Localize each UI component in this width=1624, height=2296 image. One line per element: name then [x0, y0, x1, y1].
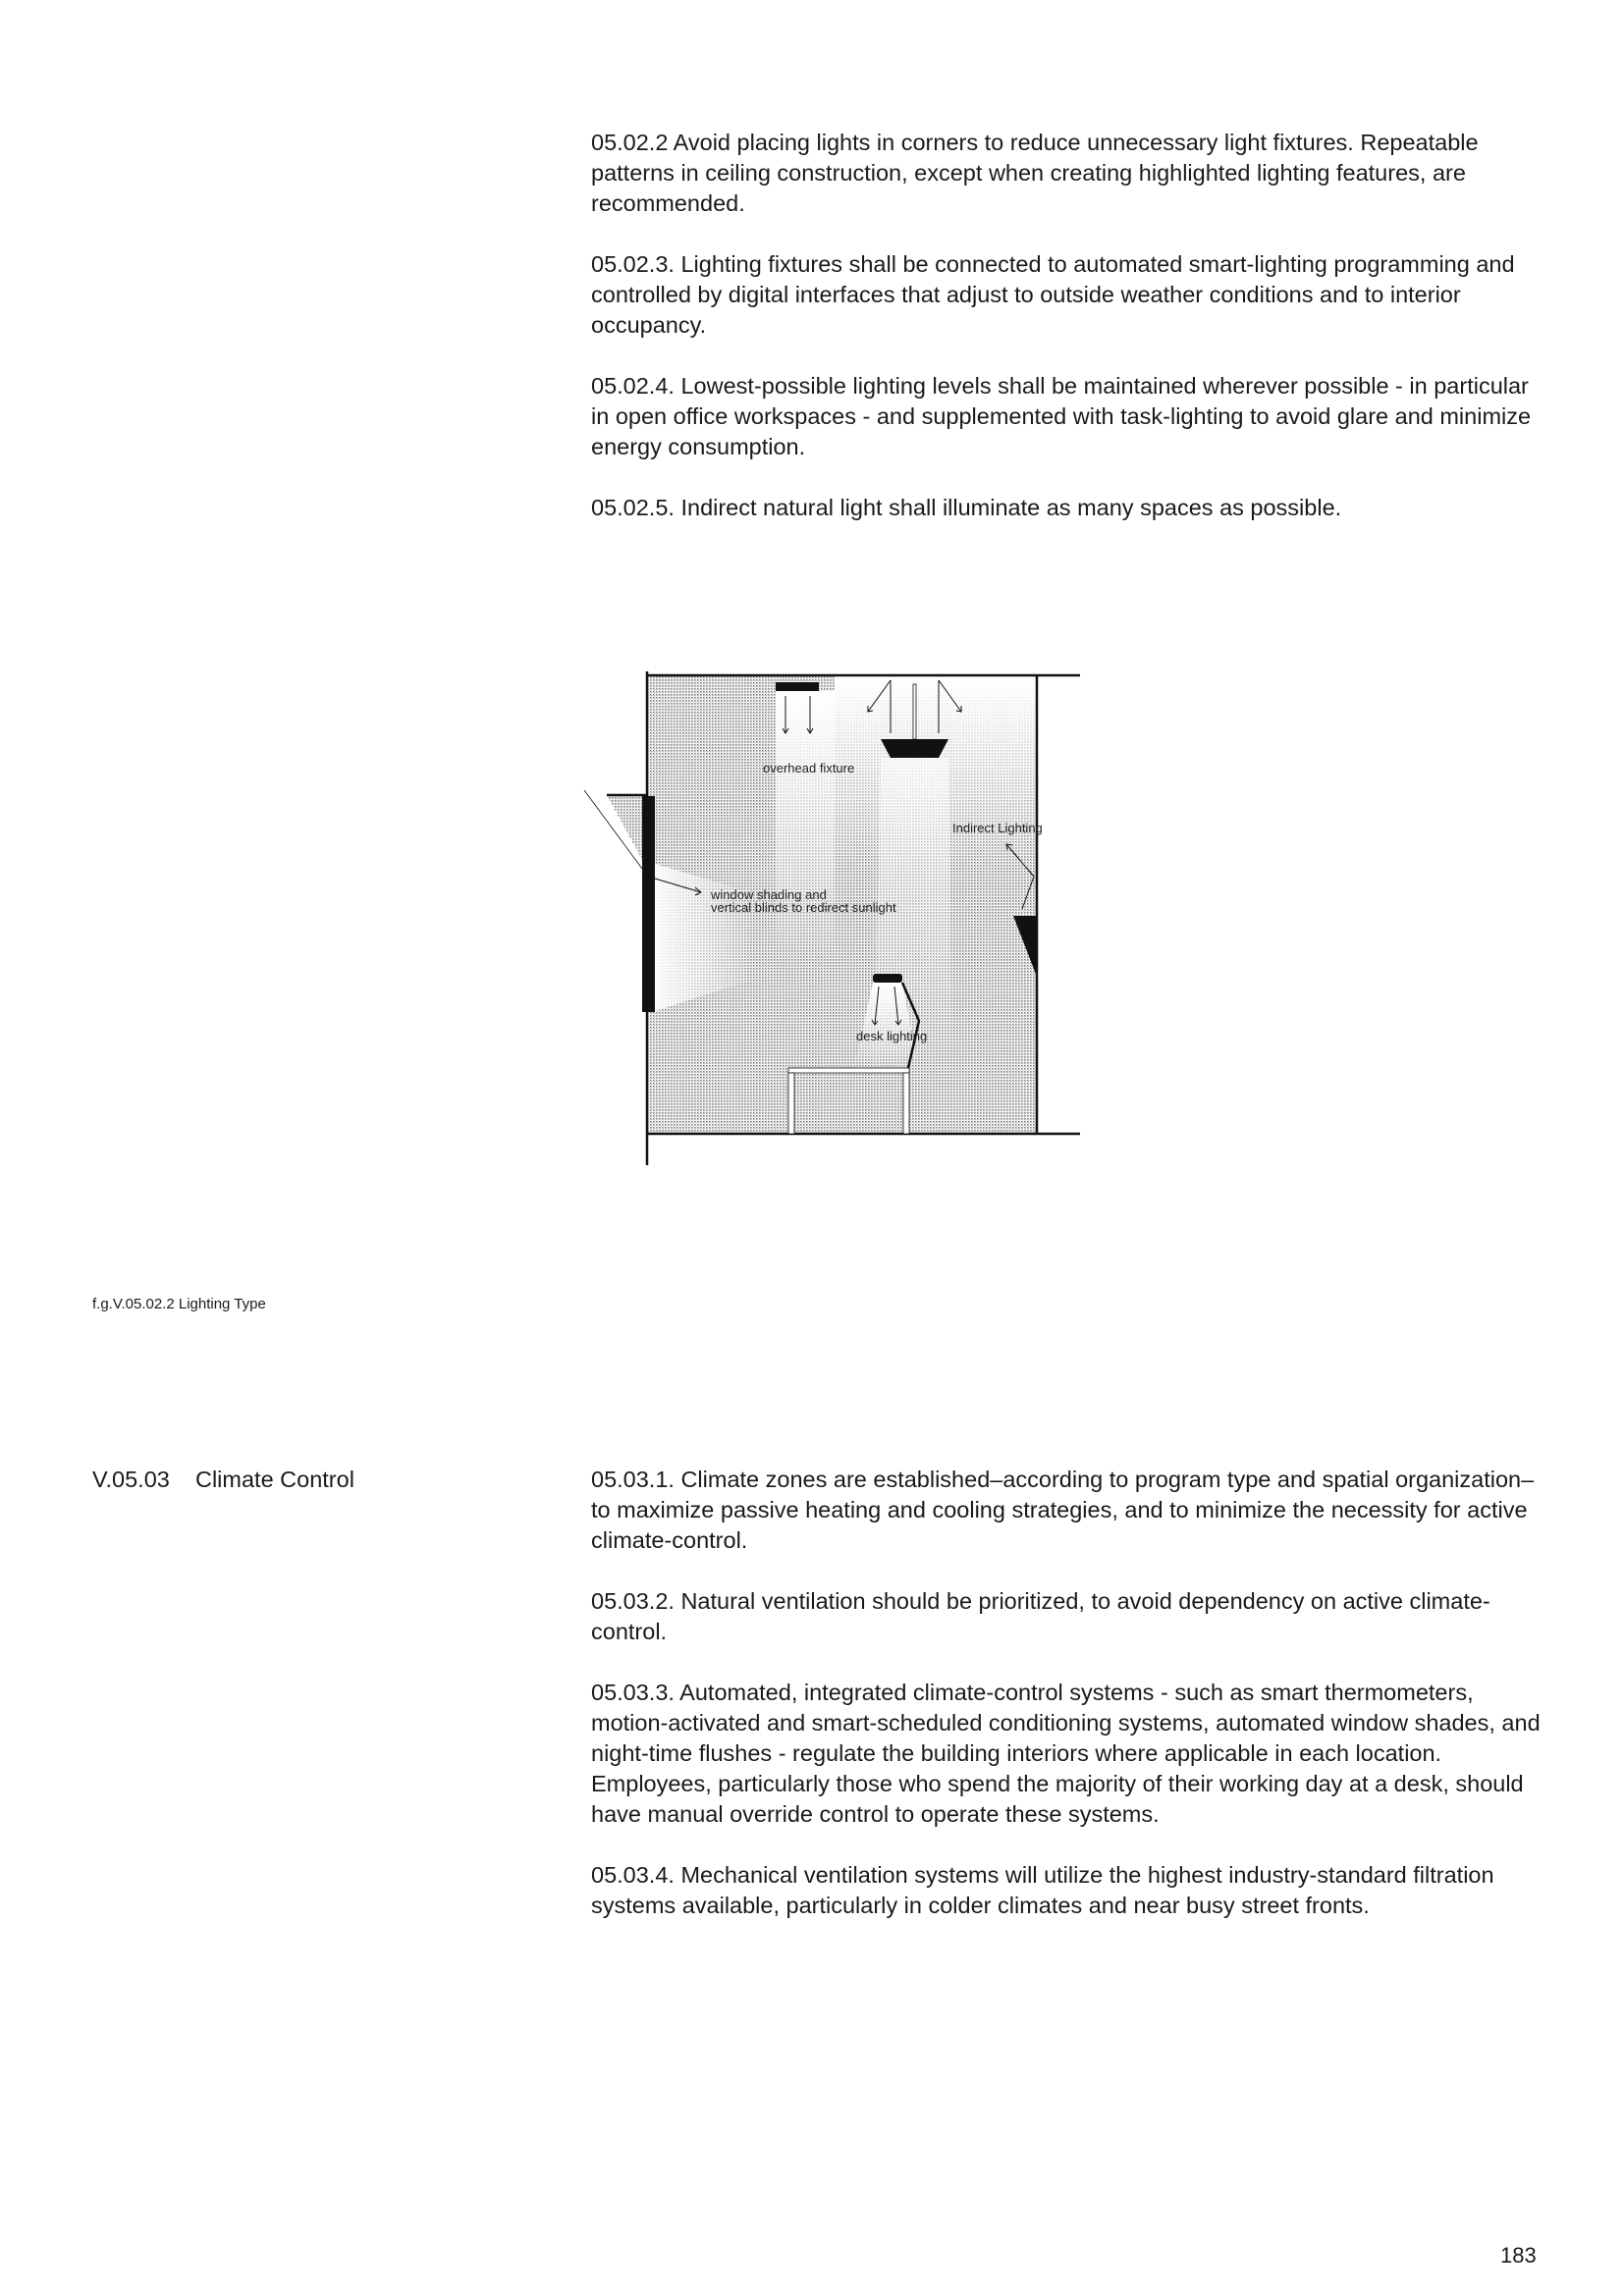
outside-shade — [607, 795, 647, 869]
label-indirect-lighting: Indirect Lighting — [952, 821, 1043, 835]
pendant-rod — [913, 684, 916, 739]
label-window-shading-1: window shading and — [711, 887, 827, 902]
overhead-fixture — [776, 682, 819, 691]
section-number: V.05.03 — [92, 1467, 170, 1492]
paragraph-05-03-2: 05.03.2. Natural ventilation should be prioritized, to avoid dependency on active climate-control. — [591, 1588, 1490, 1644]
lighting-section — [591, 128, 1543, 554]
section-title: Climate Control — [194, 1467, 354, 1492]
page-number: 183 — [1500, 2243, 1537, 2268]
pendant-fixture — [881, 739, 948, 758]
label-overhead-fixture: overhead fixture — [763, 761, 855, 775]
paragraph-05-02-3: 05.02.3. Lighting fixtures shall be connected to automated smart-lighting programming and controlled by digital interfaces that adjust to outside weather conditions and to interior occupancy. — [591, 251, 1515, 338]
desk-lamp-head — [873, 974, 902, 983]
paragraph-05-02-4: 05.02.4. Lowest-possible lighting levels shall be maintained wherever possible - in particular in open office workspaces - and supplemented with task-lighting to avoid glare and minimize energy consumption. — [591, 373, 1532, 459]
section-heading — [92, 1465, 354, 1495]
paragraph-05-02-5: 05.02.5. Indirect natural light shall illuminate as many spaces as possible. — [591, 495, 1342, 520]
paragraph-05-02-2: 05.02.2 Avoid placing lights in corners to reduce unnecessary light fixtures. Repeatable patterns in ceiling construction, except when creating highlighted lighting features, are recommended. — [591, 130, 1479, 216]
figure-caption: f.g.V.05.02.2 Lighting Type — [92, 1296, 266, 1312]
paragraph-05-03-1: 05.03.1. Climate zones are established–according to program type and spatial organization–to maximize passive heating and cooling strategies, and to minimize the necessity for active climate-control. — [591, 1467, 1535, 1553]
label-window-shading-2: vertical blinds to redirect sunlight — [711, 900, 896, 915]
lighting-diagram — [579, 667, 1512, 1374]
paragraph-05-03-4: 05.03.4. Mechanical ventilation systems will utilize the highest industry-standard filtration systems available, particularly in colder climates and near busy street fronts. — [591, 1862, 1494, 1918]
climate-section — [591, 1465, 1543, 1951]
label-desk-lighting: desk lighting — [856, 1029, 928, 1043]
paragraph-05-03-3: 05.03.3. Automated, integrated climate-control systems - such as smart thermometers, motion-activated and smart-scheduled conditioning systems, automated window shades, and night-time flushes - regulate the building interiors where applicable in each location. Employees, particularly those who spend the majority of their working day at a desk, should have manual override control to operate these systems. — [591, 1680, 1541, 1827]
window-blinds — [642, 796, 655, 1012]
